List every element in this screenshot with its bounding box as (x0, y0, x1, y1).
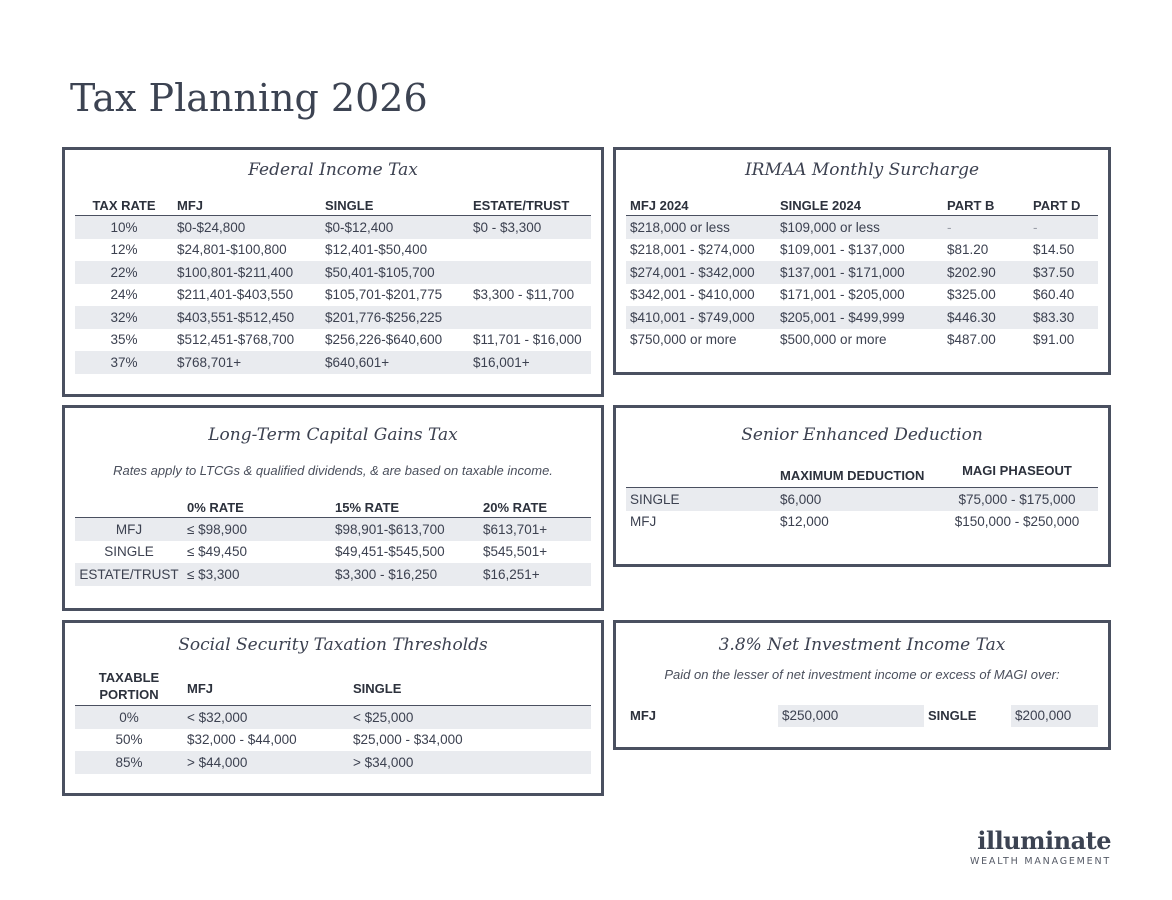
table-cell: $16,251+ (479, 563, 591, 586)
table-row (75, 216, 591, 239)
social-security-table (75, 669, 591, 774)
col-header: MFJ (173, 198, 321, 216)
table-cell: 50% (115, 732, 143, 748)
table-cell: $98,901-$613,700 (331, 518, 479, 541)
social-security-card (62, 620, 604, 796)
card-title: Social Security Taxation Thresholds (178, 635, 488, 655)
table-cell: $12,401-$50,400 (325, 242, 428, 258)
table-cell: SINGLE (104, 544, 154, 560)
company-logo (970, 828, 1111, 867)
niit-card (613, 620, 1111, 750)
table-cell: $0-$12,400 (321, 216, 469, 239)
table-row (626, 216, 1098, 239)
table-row (626, 511, 1098, 534)
col-header: TAX RATE (75, 198, 173, 216)
table-row (626, 329, 1098, 352)
table-cell: 37% (75, 351, 173, 374)
table-cell: $91.00 (1033, 332, 1075, 348)
table-cell: $6,000 (776, 488, 936, 511)
table-cell: $137,001 - $171,000 (776, 261, 943, 284)
senior-deduction-card (613, 405, 1111, 567)
table-cell: $171,001 - $205,000 (780, 287, 905, 303)
table-cell: $205,001 - $499,999 (776, 306, 943, 329)
table-cell: $446.30 (943, 306, 1029, 329)
table-cell: $218,001 - $274,000 (630, 242, 755, 258)
niit-row (626, 705, 1098, 727)
table-cell: $3,300 - $11,700 (473, 287, 575, 303)
niit-note: Paid on the lesser of net investment income or excess of MAGI over: (664, 667, 1060, 682)
table-row (626, 284, 1098, 307)
table-row (75, 563, 591, 586)
table-cell: $403,551-$512,450 (173, 306, 321, 329)
table-row (75, 261, 591, 284)
table-cell: $500,000 or more (780, 332, 887, 348)
ltcg-table (75, 500, 591, 586)
table-row (75, 518, 591, 541)
table-cell: $3,300 - $16,250 (331, 563, 479, 586)
col-header: ESTATE/TRUST (469, 198, 591, 216)
table-cell: $32,000 - $44,000 (187, 732, 297, 748)
table-cell: 22% (75, 261, 173, 284)
table-cell: $16,001+ (469, 351, 591, 374)
table-cell: 85% (75, 751, 183, 774)
col-header: MAGI PHASEOUT (936, 463, 1098, 488)
table-cell: $83.30 (1029, 306, 1098, 329)
table-row (626, 261, 1098, 284)
table-cell: $613,701+ (479, 518, 591, 541)
table-cell: $545,501+ (483, 544, 548, 560)
niit-single-value: $200,000 (1011, 705, 1098, 727)
table-cell: $201,776-$256,225 (321, 306, 469, 329)
table-row (75, 239, 591, 262)
senior-deduction-table (626, 463, 1098, 533)
col-header: 15% RATE (331, 500, 479, 518)
col-header: MAXIMUM DEDUCTION (776, 463, 936, 488)
table-cell: $24,801-$100,800 (177, 242, 287, 258)
table-cell: $150,000 - $250,000 (954, 514, 1080, 530)
table-cell: $14.50 (1033, 242, 1075, 258)
card-title: Senior Enhanced Deduction (741, 425, 983, 445)
table-cell: 35% (110, 332, 138, 348)
col-header: SINGLE (321, 198, 469, 216)
irmaa-table (626, 198, 1098, 351)
table-cell: $105,701-$201,775 (325, 287, 443, 303)
table-cell: $256,226-$640,600 (325, 332, 443, 348)
col-header: 20% RATE (479, 500, 591, 518)
col-header: SINGLE (349, 669, 591, 706)
table-cell: MFJ (75, 518, 183, 541)
table-row (75, 751, 591, 774)
col-header (75, 500, 183, 518)
table-cell: < $25,000 (349, 706, 591, 729)
table-cell: $0-$24,800 (173, 216, 321, 239)
federal-income-tax-card (62, 147, 604, 397)
table-row (75, 706, 591, 729)
table-cell: $75,000 - $175,000 (936, 488, 1098, 511)
table-row (75, 284, 591, 307)
table-cell: $640,601+ (321, 351, 469, 374)
table-row (75, 541, 591, 564)
table-cell: $100,801-$211,400 (173, 261, 321, 284)
col-header: TAXABLE PORTION (75, 669, 183, 706)
niit-mfj-value: $250,000 (778, 705, 924, 727)
table-cell: $25,000 - $34,000 (353, 732, 463, 748)
table-cell (469, 261, 591, 284)
table-cell (469, 306, 591, 329)
table-cell: $202.90 (943, 261, 1029, 284)
ltcg-note: Rates apply to LTCGs & qualified dividends, & are based on taxable income. (113, 463, 553, 478)
table-cell: $274,001 - $342,000 (626, 261, 776, 284)
table-cell: $11,701 - $16,000 (473, 332, 582, 348)
table-cell: SINGLE (626, 488, 776, 511)
table-cell: > $44,000 (183, 751, 349, 774)
table-cell: $512,451-$768,700 (177, 332, 295, 348)
col-header: MFJ 2024 (626, 198, 776, 216)
table-cell: ≤ $3,300 (183, 563, 331, 586)
table-row (75, 351, 591, 374)
table-cell: < $32,000 (183, 706, 349, 729)
card-title: Long-Term Capital Gains Tax (208, 425, 458, 445)
niit-mfj-label: MFJ (630, 708, 656, 723)
niit-single-label: SINGLE (928, 708, 977, 723)
table-cell: 12% (110, 242, 138, 258)
col-header: PART B (943, 198, 1029, 216)
table-cell: ESTATE/TRUST (75, 563, 183, 586)
col-header (626, 463, 776, 488)
col-header: MFJ (183, 669, 349, 706)
table-cell: $218,000 or less (626, 216, 776, 239)
logo-tagline: WEALTH MANAGEMENT (969, 856, 1111, 867)
table-cell: $37.50 (1029, 261, 1098, 284)
table-cell: $49,451-$545,500 (335, 544, 445, 560)
table-cell: $342,001 - $410,000 (630, 287, 755, 303)
table-cell: $410,001 - $749,000 (626, 306, 776, 329)
table-row (626, 488, 1098, 511)
table-cell: 32% (75, 306, 173, 329)
table-cell: ≤ $49,450 (187, 544, 247, 560)
federal-income-tax-table (75, 198, 591, 374)
table-cell: 24% (110, 287, 138, 303)
table-cell: $768,701+ (173, 351, 321, 374)
table-cell: $109,001 - $137,000 (780, 242, 905, 258)
page-title: Tax Planning 2026 (70, 76, 428, 120)
table-cell (469, 239, 591, 262)
ltcg-card (62, 405, 604, 611)
table-cell: $325.00 (947, 287, 996, 303)
card-title: IRMAA Monthly Surcharge (744, 160, 980, 180)
table-cell: ≤ $98,900 (183, 518, 331, 541)
table-cell: 0% (75, 706, 183, 729)
table-cell: $0 - $3,300 (469, 216, 591, 239)
table-cell: $81.20 (947, 242, 989, 258)
card-title: Federal Income Tax (248, 160, 418, 180)
table-cell: MFJ (630, 514, 657, 530)
table-row (75, 729, 591, 752)
table-cell: $60.40 (1033, 287, 1075, 303)
table-cell: $487.00 (947, 332, 996, 348)
logo-wordmark: illuminate (977, 826, 1111, 855)
table-cell: 10% (75, 216, 173, 239)
table-cell: - (943, 216, 1029, 239)
table-row (626, 306, 1098, 329)
table-cell: $750,000 or more (630, 332, 737, 348)
table-cell: $50,401-$105,700 (321, 261, 469, 284)
irmaa-card (613, 147, 1111, 375)
table-cell: > $34,000 (349, 751, 591, 774)
table-row (75, 306, 591, 329)
table-row (75, 329, 591, 352)
table-cell: - (1029, 216, 1098, 239)
col-header: 0% RATE (183, 500, 331, 518)
table-cell: $109,000 or less (776, 216, 943, 239)
card-title: 3.8% Net Investment Income Tax (718, 635, 1006, 655)
col-header: PART D (1029, 198, 1098, 216)
col-header: SINGLE 2024 (776, 198, 943, 216)
table-cell: $211,401-$403,550 (177, 287, 294, 303)
table-row (626, 239, 1098, 262)
table-cell: $12,000 (780, 514, 829, 530)
